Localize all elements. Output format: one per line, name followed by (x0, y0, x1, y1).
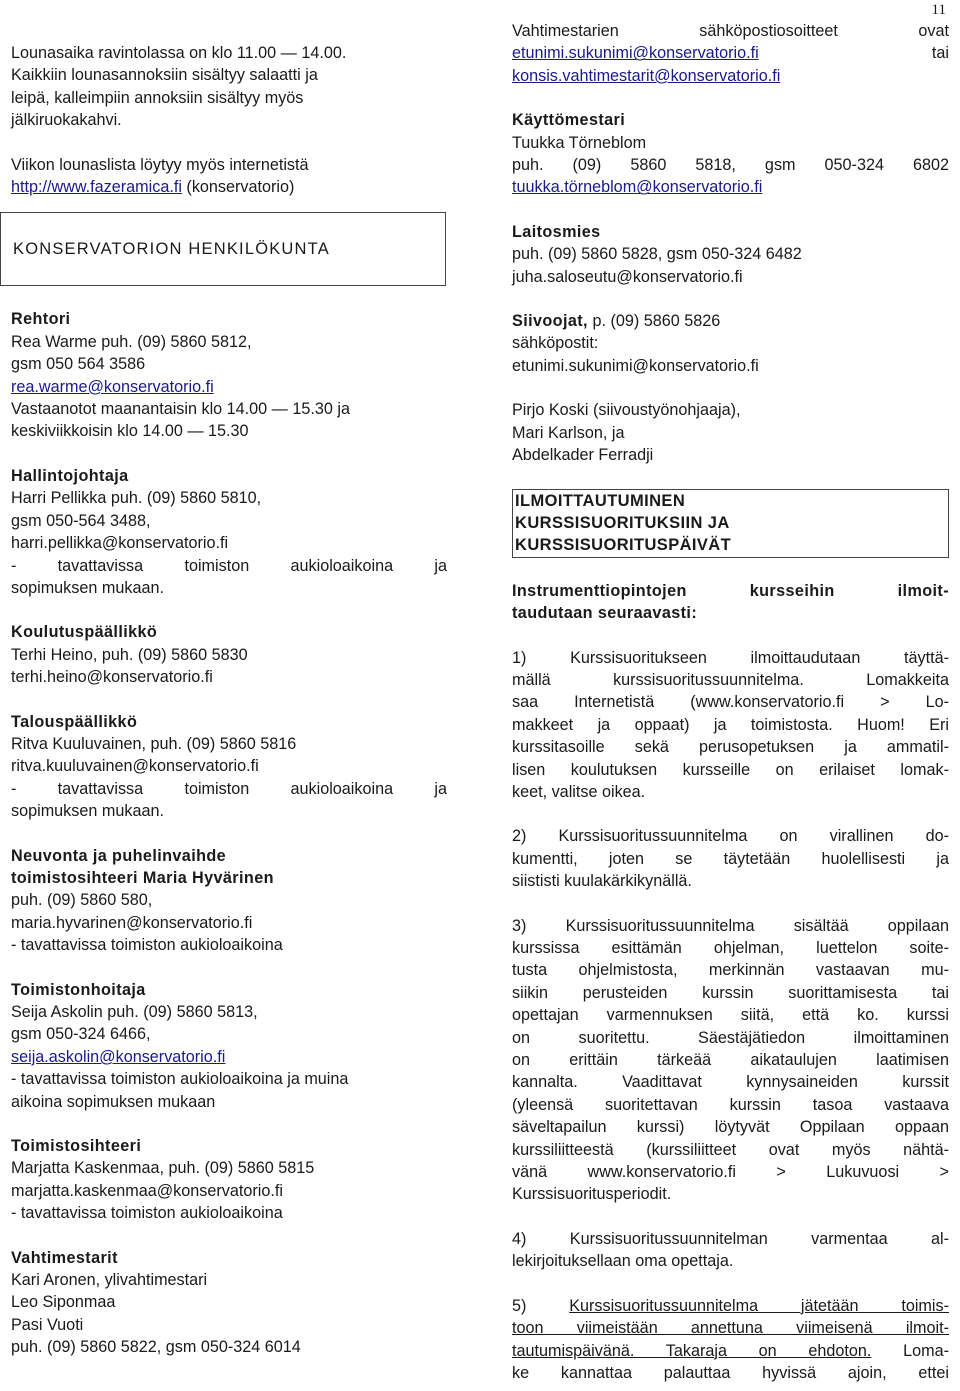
toimistonhoitaja-line: aikoina sopimuksen mukaan (11, 1092, 216, 1111)
neuvonta-line: puh. (09) 5860 580, (11, 891, 153, 910)
item-line: siististi kuulakärkikynällä. (512, 872, 692, 891)
toimistosihteeri-line: - tavattavissa toimiston aukioloaikoina (11, 1204, 283, 1223)
instr-heading: taudutaan seuraavasti: (512, 604, 698, 623)
item-5-underlined: Kurssisuoritussuunnitelma jätetään toimis- (569, 1296, 949, 1315)
koulutus-line: terhi.heino@konservatorio.fi (11, 668, 213, 687)
item-line: kurssissa esittämän ohjelman, luettelon soite- (512, 939, 949, 957)
ilmoittautuminen-heading: KURSSISUORITUSPÄIVÄT (515, 536, 732, 555)
left-column (11, 42, 447, 1359)
section-title-talous: Talouspäällikkö (11, 712, 138, 731)
ilmoittautuminen-heading: KURSSISUORITUKSIIN JA (515, 513, 730, 532)
item-line: säveltapailun kurssi) löytyvät Oppilaan oppaan (512, 1118, 949, 1137)
rehtori-line: gsm 050 564 3586 (11, 355, 146, 374)
talous-line: Ritva Kuuluvainen, puh. (09) 5860 5816 (11, 734, 297, 753)
kayttomestari-line: puh. (09) 5860 5818, gsm 050-324 6802 (512, 156, 949, 175)
item-line: siikin perusteiden kurssin suorittamisesta tai (512, 983, 949, 1002)
item-line: saa Internetistä (www.konservatorio.fi > Lo- (512, 693, 949, 712)
item-line: makkeet ja oppaat) ja toimistosta. Huom! Eri (512, 715, 949, 734)
item-1 (512, 647, 949, 804)
toimistosihteeri-line: marjatta.kaskenmaa@konservatorio.fi (11, 1181, 283, 1200)
fazeramica-link[interactable]: http://www.fazeramica.fi (11, 178, 182, 197)
weekly-suffix: (konservatorio) (181, 178, 295, 197)
hallintojohtaja-line: sopimuksen mukaan. (11, 578, 164, 597)
item-line: on erittäin tärkeää aikataulujen laatimisen (512, 1051, 949, 1070)
vahti-email-link-1[interactable]: etunimi.sukunimi@konservatorio.fi (512, 44, 759, 63)
rehtori-hours: keskiviikkoisin klo 14.00 — 15.30 (11, 422, 249, 441)
page-number: 11 (931, 2, 946, 18)
instr-heading: Instrumenttiopintojen kursseihin ilmoit- (512, 581, 949, 600)
section-title-koulutus: Koulutuspäällikkö (11, 623, 158, 642)
vahtimestarit-line: puh. (09) 5860 5822, gsm 050-324 6014 (11, 1338, 301, 1357)
laitosmies-line: puh. (09) 5860 5828, gsm 050-324 6482 (512, 245, 802, 264)
vahti-email-link-2[interactable]: konsis.vahtimestarit@konservatorio.fi (512, 66, 781, 85)
section-title-toimistonhoitaja: Toimistonhoitaja (11, 980, 146, 999)
siivoojat-phone: p. (09) 5860 5826 (587, 312, 721, 331)
item-5-prefix: 5) (512, 1296, 570, 1315)
neuvonta-line: maria.hyvarinen@konservatorio.fi (11, 913, 253, 932)
item-line: kurssitasoille sekä perusopetuksen ja ammatil- (512, 738, 949, 757)
item-line: on suoritettu. Säestäjätiedon ilmoittaminen (512, 1028, 949, 1047)
vahtimestarit-line: Leo Siponmaa (11, 1293, 116, 1312)
neuvonta-line: - tavattavissa toimiston aukioloaikoina (11, 936, 283, 955)
section-title-neuvonta: Neuvonta ja puhelinvaihde (11, 846, 227, 865)
item-line: lekirjoituksellaan oma opettaja. (512, 1252, 734, 1271)
section-title-toimistosihteeri: Toimistosihteeri (11, 1137, 142, 1156)
item-line (512, 1295, 949, 1317)
item-line (512, 1317, 949, 1339)
item-line: kumentti, joten se täytetään huolellisesti ja (512, 849, 949, 868)
section-title-rehtori: Rehtori (11, 310, 71, 329)
item-line: lisen koulutuksen kursseille on erilaiset lomak- (512, 760, 949, 779)
staff-heading: KONSERVATORION HENKILÖKUNTA (13, 240, 330, 259)
laitosmies-line: juha.saloseutu@konservatorio.fi (512, 267, 743, 286)
hallintojohtaja-line: - tavattavissa toimiston aukioloaikoina ja (11, 556, 447, 575)
kayttomestari-line: Tuukka Törneblom (512, 133, 647, 152)
item-line: kannalta. Vaadittavat kynnysaineiden kurssit (512, 1073, 949, 1092)
rehtori-email-link[interactable]: rea.warme@konservatorio.fi (11, 377, 214, 396)
lunch-line: Kaikkiin lounasannoksiin sisältyy salaatti ja (11, 66, 318, 85)
siivoojat-title-line (512, 310, 949, 332)
item-line: (yleensä suoritettavan kurssin tasoa vastaava (512, 1095, 949, 1114)
siivoojat-person: Abdelkader Ferradji (512, 446, 654, 465)
section-title-hallintojohtaja: Hallintojohtaja (11, 466, 129, 485)
siivoojat-line: etunimi.sukunimi@konservatorio.fi (512, 356, 759, 375)
rehtori-line: Rea Warme puh. (09) 5860 5812, (11, 332, 252, 351)
lunch-line: jälkiruokakahvi. (11, 111, 122, 130)
section-title-kayttomestari: Käyttömestari (512, 111, 626, 130)
item-line: tusta ohjelmistosta, merkinnän vastaavan mu- (512, 961, 949, 980)
vahti-tai: tai (931, 44, 949, 63)
vahti-email-line (512, 42, 949, 64)
lunch-line: leipä, kalleimpiin annoksiin sisältyy myös (11, 88, 304, 107)
item-line: ke kannattaa palauttaa hyvissä ajoin, ettei (512, 1363, 949, 1382)
toimistonhoitaja-line: Seija Askolin puh. (09) 5860 5813, (11, 1003, 258, 1021)
item-line: Kurssisuoritusperiodit. (512, 1185, 672, 1204)
item-2 (512, 825, 949, 892)
toimistonhoitaja-line: gsm 050-324 6466, (11, 1025, 151, 1044)
toimistonhoitaja-email-link[interactable]: seija.askolin@konservatorio.fi (11, 1047, 226, 1066)
talous-line: ritva.kuuluvainen@konservatorio.fi (11, 757, 259, 776)
item-line: opettajan varmennuksen siitä, että ko. kurssi (512, 1006, 949, 1025)
right-column (512, 20, 949, 1384)
siivoojat-line: sähköpostit: (512, 334, 599, 353)
item-5-underlined: toon viimeistään annettuna viimeisenä ilmoit- (512, 1319, 949, 1338)
section-title-laitosmies: Laitosmies (512, 222, 601, 241)
item-line: 4) Kurssisuoritussuunnitelman varmentaa al- (512, 1229, 949, 1248)
talous-line: - tavattavissa toimiston aukioloaikoina ja (11, 779, 447, 798)
item-line: vänä www.konservatorio.fi > Lukuvuosi > (512, 1163, 949, 1182)
section-title-vahtimestarit: Vahtimestarit (11, 1248, 118, 1267)
hallintojohtaja-line: Harri Pellikka puh. (09) 5860 5810, (11, 489, 262, 508)
item-line: mällä kurssisuoritussuunnitelma. Lomakkeita (512, 670, 949, 689)
vahti-intro: Vahtimestarien sähköpostiosoitteet ovat (512, 22, 949, 40)
weekly-list-text: Viikon lounaslista löytyy myös internetistä (11, 155, 309, 174)
toimistonhoitaja-line: - tavattavissa toimiston aukioloaikoina ja muina (11, 1070, 349, 1089)
hallintojohtaja-line: gsm 050-564 3488, (11, 511, 151, 530)
weekly-list-link-line (11, 176, 447, 198)
item-line: 1) Kurssisuoritukseen ilmoittaudutaan täyttä- (512, 648, 949, 667)
item-line: keet, valitse oikea. (512, 782, 646, 801)
item-line: 3) Kurssisuoritussuunnitelma sisältää oppilaan (512, 916, 949, 935)
item-5-rest: Loma- (871, 1341, 949, 1360)
koulutus-line: Terhi Heino, puh. (09) 5860 5830 (11, 645, 248, 664)
talous-line: sopimuksen mukaan. (11, 802, 164, 821)
ilmoittautuminen-heading-box (512, 489, 949, 558)
vahtimestarit-line: Kari Aronen, ylivahtimestari (11, 1271, 208, 1290)
siivoojat-person: Pirjo Koski (siivoustyönohjaaja), (512, 401, 741, 420)
item-5 (512, 1295, 949, 1385)
vahtimestarit-line: Pasi Vuoti (11, 1315, 84, 1334)
section-title-siivoojat: Siivoojat, (512, 312, 588, 331)
item-3 (512, 915, 949, 1206)
staff-heading-box (0, 212, 446, 286)
lunch-line: Lounasaika ravintolassa on klo 11.00 — 14.00. (11, 44, 347, 62)
kayttomestari-email-link[interactable]: tuukka.törneblom@konservatorio.fi (512, 178, 763, 197)
hallintojohtaja-line: harri.pellikka@konservatorio.fi (11, 534, 229, 553)
ilmoittautuminen-heading: ILMOITTAUTUMINEN (515, 491, 686, 510)
item-5-underlined: tautumispäivänä. Takaraja on ehdoton. (512, 1341, 872, 1360)
item-4 (512, 1228, 949, 1273)
lunch-paragraph (11, 42, 447, 132)
item-line: kurssiliitteestä (kurssiliitteet ovat myös nähtä- (512, 1140, 949, 1159)
siivoojat-person: Mari Karlson, ja (512, 423, 625, 442)
section-title-toimistosihteeri-maria: toimistosihteeri Maria Hyvärinen (11, 868, 274, 887)
item-line: 2) Kurssisuoritussuunnitelma on virallinen do- (512, 827, 949, 846)
item-line (512, 1340, 949, 1362)
toimistosihteeri-line: Marjatta Kaskenmaa, puh. (09) 5860 5815 (11, 1159, 315, 1178)
rehtori-hours: Vastaanotot maanantaisin klo 14.00 — 15.30 ja (11, 400, 350, 419)
